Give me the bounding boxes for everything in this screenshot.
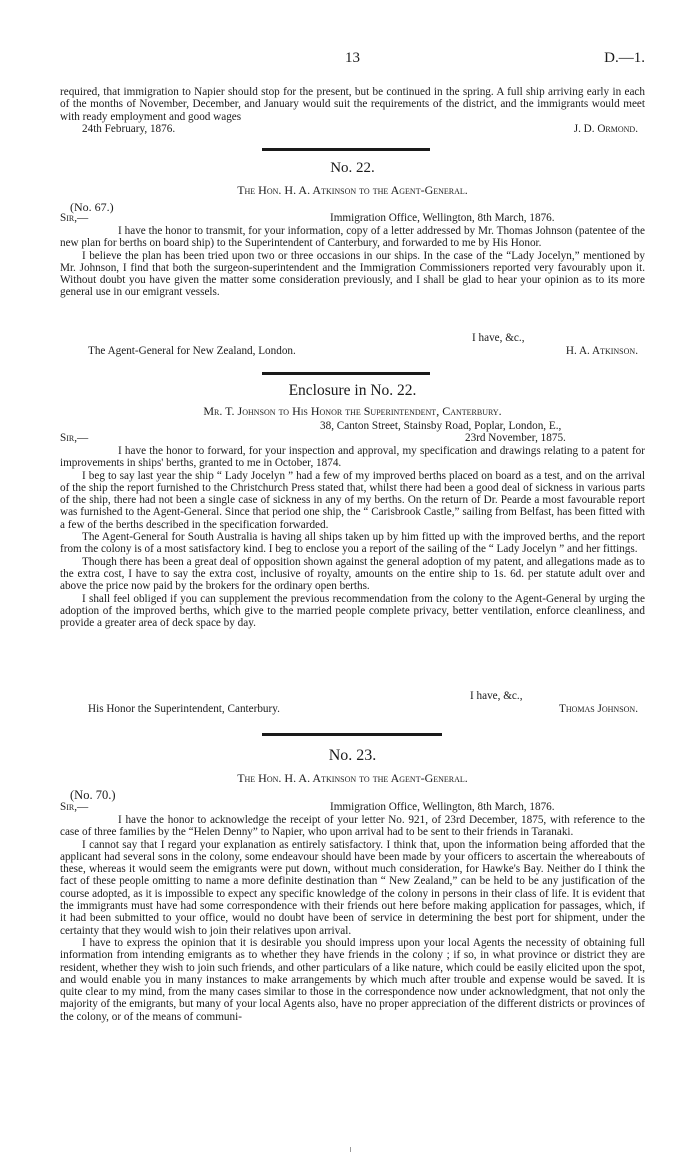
letter-heading: The Hon. H. A. Atkinson to the Agent-General.: [237, 771, 468, 785]
paragraph: I cannot say that I regard your explanation as entirely satisfactory. I think that, upon the information being afforded that the applicant had several sons in the colony, some endeavour should have been made by your officers to ascertain the whereabouts of these, whereas it would seem the emigrants were put down, without much consideration, for Hawke's Bay. Neither do I think the fact of these people omitting to name a more definite destination than “ New Zealand,” can be held to be any justification of the course adopted, as it is impossible to expect any specific knowledge of the colony in persons in their class of life. It is evident that the immigrants must have had some correspondence with their friends out here before making application for passages, which, if it had been submitted to your office, would no doubt have been of service in determining the best port for shipment, under the certainty that they would wish to join their relatives upon arrival.: [60, 838, 645, 937]
enclosure-date: 23rd November, 1875.: [465, 432, 566, 444]
paragraph: I have the honor to transmit, for your information, copy of a letter addressed by Mr. Thomas Johnson (patentee of the new plan for berths on board ship) to the Superintendent of Canterbury, and forwarded to me by His Honor.: [60, 225, 645, 250]
paragraph: I have to express the opinion that it is desirable you should impress upon your local Agents the necessity of obtaining full information from intending emigrants as to whether they have friends in the colony ; if so, in what province or district they are resident, whether they wish to join such friends, and other particulars of a like nature, which could be easily elicited upon the spot, and would enable you in many instances to make arrangements by which much after trouble and expense would be saved. It is quite clear to my mind, from the many cases similar to those in the correspondence now under acknowledgment, that not only the majority of the emigrants, but many of your local Agents also, have no proper appreciation of the different districts or provinces of the colony, or of the means of communi-: [60, 936, 645, 1023]
closing: I have, &c.,: [472, 332, 525, 344]
letter23-body: [60, 814, 645, 1023]
enclosure-body: [60, 445, 645, 629]
letter-reference: (No. 70.): [70, 788, 116, 802]
dateline: Immigration Office, Wellington, 8th March, 1876.: [330, 212, 555, 224]
enclosure-title: Enclosure in No. 22.: [288, 382, 417, 399]
section-divider: [262, 372, 430, 375]
salutation: Sir,—: [60, 801, 89, 813]
closing: I have, &c.,: [470, 690, 523, 702]
page-mark: [350, 1147, 351, 1152]
top-date: 24th February, 1876.: [82, 123, 176, 135]
paragraph: Though there has been a great deal of opposition shown against the general adoption of my patent, and allegations made as to the extra cost, I have to say the extra cost, inclusive of royalty, amounts on the entire ship to 1s. 6d. per statute adult over and above the price now paid by the brokers for the ordinary open berths.: [60, 555, 645, 593]
signature: H. A. Atkinson.: [565, 345, 638, 357]
paragraph: I beg to say last year the ship “ Lady Jocelyn ” had a few of my improved berths placed on board as a test, and on the arrival of the ship the report furnished to the Christchurch Press stated that, whilst there had been a good deal of sickness in various parts of the ship, there had not been a single case of sickness in any of my berths. On the return of Dr. Pearde a most favourable report was furnished to the Agent-General. Since that period one ship, the “ Carisbrook Castle,” sailing from Belfast, has been fitted with a few of the berths described in the specification forwarded.: [60, 469, 645, 531]
page-header: [60, 50, 645, 74]
paragraph: I have the honor to acknowledge the receipt of your letter No. 921, of 23rd December, 1875, with reference to the case of three families by the “Helen Denny” to Napier, who upon arrival had to be sent to their friends in Taranaki.: [60, 814, 645, 839]
continuation-paragraph: required, that immigration to Napier should stop for the present, but be continued in the spring. A full ship arriving early in each of the months of November, December, and January would suit the requirements of the district, and the immigrants would meet with ready employment and good wages: [60, 86, 645, 123]
section-divider: [262, 733, 442, 736]
dateline: Immigration Office, Wellington, 8th March, 1876.: [330, 801, 555, 813]
salutation: Sir,—: [60, 212, 89, 224]
top-signature: J. D. Ormond.: [573, 123, 638, 135]
signature: Thomas Johnson.: [558, 703, 638, 715]
letter-reference: (No. 67.): [70, 200, 114, 214]
enclosure-heading: Mr. T. Johnson to His Honor the Superintendent, Canterbury.: [203, 404, 502, 418]
letter-number: No. 23.: [328, 747, 377, 764]
document-id: D.—1.: [604, 50, 645, 66]
salutation: Sir,—: [60, 432, 89, 444]
letter-heading: The Hon. H. A. Atkinson to the Agent-General.: [237, 183, 468, 197]
paragraph: The Agent-General for South Australia is having all ships taken up by him fitted up with the improved berths, and the report from the colony is of a most satisfactory kind. I beg to enclose you a report of the sailing of the “ Lady Jocelyn ” and her fittings.: [60, 531, 645, 556]
paragraph: I have the honor to forward, for your inspection and approval, my specification and drawings relating to a patent for improvements in ships' berths, granted to me in October, 1874.: [60, 445, 645, 470]
sender-address: 38, Canton Street, Stainsby Road, Poplar, London, E.,: [320, 420, 562, 432]
letter-number: No. 22.: [330, 160, 375, 176]
letter22-body: [60, 225, 645, 299]
addressee: His Honor the Superintendent, Canterbury.: [88, 703, 280, 715]
page-number: 13: [345, 50, 360, 66]
addressee: The Agent-General for New Zealand, London.: [88, 345, 296, 357]
paragraph: I shall feel obliged if you can supplement the previous recommendation from the colony to the Agent-General by urging the adoption of the improved berths, which give to the married people complete privacy, better ventilation, enforce cleanliness, and provide a greater area of deck space by day.: [60, 592, 645, 630]
section-divider: [262, 148, 430, 151]
paragraph: I believe the plan has been tried upon two or three occasions in our ships. In the case of the “Lady Jocelyn,” mentioned by Mr. Johnson, I find that both the surgeon-superintendent and the Immigration Commissioners reported very favourably upon it. Without doubt you have given the matter some consideration previously, and I shall be glad to hear your opinion as to its more general use in our emigrant vessels.: [60, 249, 645, 299]
